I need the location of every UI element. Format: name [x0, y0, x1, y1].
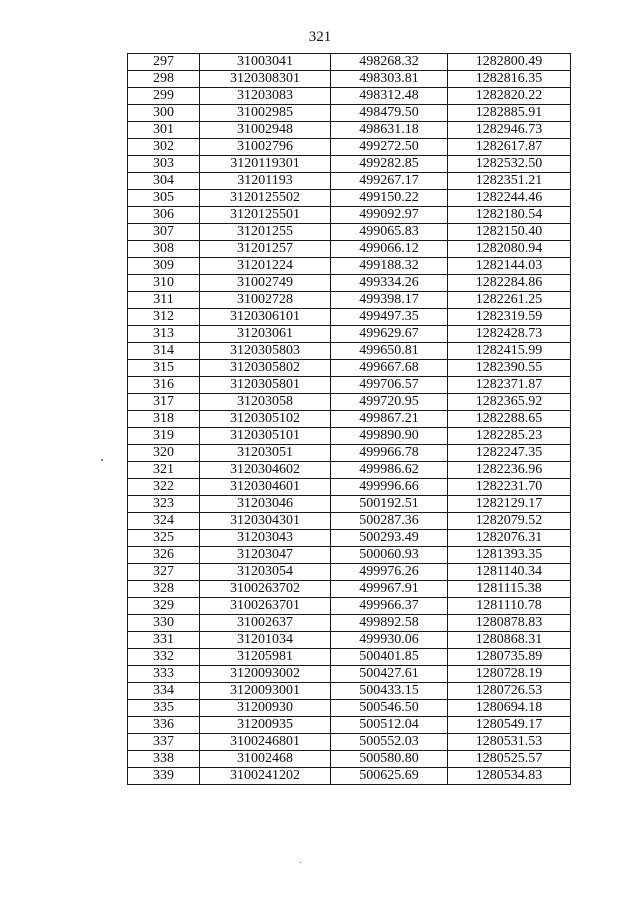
y-coordinate-cell: 1282288.65	[448, 411, 571, 428]
table-row	[128, 717, 571, 734]
x-coordinate-cell: 499650.81	[331, 343, 448, 360]
y-coordinate-cell: 1280549.17	[448, 717, 571, 734]
table-row	[128, 71, 571, 88]
table-row	[128, 462, 571, 479]
point-id-cell: 31200935	[200, 717, 331, 734]
y-coordinate-cell: 1280534.83	[448, 768, 571, 785]
table-row	[128, 224, 571, 241]
point-id-cell: 31200930	[200, 700, 331, 717]
table-row	[128, 632, 571, 649]
x-coordinate-cell: 499966.78	[331, 445, 448, 462]
table-row	[128, 292, 571, 309]
point-number-cell: 313	[128, 326, 200, 343]
table-row	[128, 394, 571, 411]
x-coordinate-cell: 500192.51	[331, 496, 448, 513]
point-number-cell: 312	[128, 309, 200, 326]
y-coordinate-cell: 1282800.49	[448, 54, 571, 71]
y-coordinate-cell: 1280735.89	[448, 649, 571, 666]
y-coordinate-cell: 1282180.54	[448, 207, 571, 224]
point-id-cell: 3120308301	[200, 71, 331, 88]
x-coordinate-cell: 500512.04	[331, 717, 448, 734]
y-coordinate-cell: 1282261.25	[448, 292, 571, 309]
x-coordinate-cell: 499150.22	[331, 190, 448, 207]
x-coordinate-cell: 500433.15	[331, 683, 448, 700]
x-coordinate-cell: 499188.32	[331, 258, 448, 275]
point-id-cell: 31203047	[200, 547, 331, 564]
page-number: 321	[308, 29, 332, 45]
table-row	[128, 496, 571, 513]
y-coordinate-cell: 1280878.83	[448, 615, 571, 632]
table-row	[128, 615, 571, 632]
x-coordinate-cell: 499966.37	[331, 598, 448, 615]
table-row	[128, 479, 571, 496]
point-id-cell: 31002637	[200, 615, 331, 632]
table-row	[128, 360, 571, 377]
point-number-cell: 323	[128, 496, 200, 513]
table-row	[128, 666, 571, 683]
y-coordinate-cell: 1282365.92	[448, 394, 571, 411]
table-row	[128, 88, 571, 105]
table-row	[128, 445, 571, 462]
point-id-cell: 31203043	[200, 530, 331, 547]
point-number-cell: 332	[128, 649, 200, 666]
table-row	[128, 734, 571, 751]
x-coordinate-cell: 499930.06	[331, 632, 448, 649]
table-row	[128, 411, 571, 428]
table-row	[128, 207, 571, 224]
x-coordinate-cell: 500580.80	[331, 751, 448, 768]
point-number-cell: 304	[128, 173, 200, 190]
x-coordinate-cell: 499066.12	[331, 241, 448, 258]
point-number-cell: 326	[128, 547, 200, 564]
y-coordinate-cell: 1281393.35	[448, 547, 571, 564]
x-coordinate-cell: 499092.97	[331, 207, 448, 224]
x-coordinate-cell: 499272.50	[331, 139, 448, 156]
x-coordinate-cell: 499706.57	[331, 377, 448, 394]
y-coordinate-cell: 1281115.38	[448, 581, 571, 598]
point-number-cell: 338	[128, 751, 200, 768]
y-coordinate-cell: 1282319.59	[448, 309, 571, 326]
table-row	[128, 122, 571, 139]
point-number-cell: 318	[128, 411, 200, 428]
x-coordinate-cell: 499629.67	[331, 326, 448, 343]
point-number-cell: 307	[128, 224, 200, 241]
point-number-cell: 329	[128, 598, 200, 615]
point-number-cell: 336	[128, 717, 200, 734]
scan-speck	[300, 862, 301, 863]
table-row	[128, 173, 571, 190]
point-number-cell: 328	[128, 581, 200, 598]
point-id-cell: 3120119301	[200, 156, 331, 173]
point-id-cell: 31205981	[200, 649, 331, 666]
y-coordinate-cell: 1280531.53	[448, 734, 571, 751]
point-number-cell: 314	[128, 343, 200, 360]
point-number-cell: 297	[128, 54, 200, 71]
y-coordinate-cell: 1282080.94	[448, 241, 571, 258]
point-id-cell: 31201224	[200, 258, 331, 275]
table-row	[128, 649, 571, 666]
point-number-cell: 331	[128, 632, 200, 649]
point-id-cell: 3100246801	[200, 734, 331, 751]
y-coordinate-cell: 1280694.18	[448, 700, 571, 717]
table-row	[128, 190, 571, 207]
y-coordinate-cell: 1280728.19	[448, 666, 571, 683]
point-id-cell: 31201034	[200, 632, 331, 649]
coordinate-table-body	[128, 54, 571, 785]
y-coordinate-cell: 1282885.91	[448, 105, 571, 122]
y-coordinate-cell: 1282946.73	[448, 122, 571, 139]
table-row	[128, 564, 571, 581]
point-number-cell: 310	[128, 275, 200, 292]
table-row	[128, 54, 571, 71]
point-number-cell: 335	[128, 700, 200, 717]
y-coordinate-cell: 1282820.22	[448, 88, 571, 105]
table-row	[128, 751, 571, 768]
point-id-cell: 3100263702	[200, 581, 331, 598]
y-coordinate-cell: 1282244.46	[448, 190, 571, 207]
y-coordinate-cell: 1282236.96	[448, 462, 571, 479]
table-row	[128, 343, 571, 360]
point-number-cell: 302	[128, 139, 200, 156]
point-number-cell: 299	[128, 88, 200, 105]
table-row	[128, 258, 571, 275]
point-id-cell: 3120305803	[200, 343, 331, 360]
x-coordinate-cell: 499976.26	[331, 564, 448, 581]
table-row	[128, 309, 571, 326]
x-coordinate-cell: 498303.81	[331, 71, 448, 88]
point-id-cell: 3120305102	[200, 411, 331, 428]
y-coordinate-cell: 1282144.03	[448, 258, 571, 275]
y-coordinate-cell: 1282129.17	[448, 496, 571, 513]
point-number-cell: 316	[128, 377, 200, 394]
y-coordinate-cell: 1280525.57	[448, 751, 571, 768]
table-row	[128, 105, 571, 122]
point-id-cell: 31203083	[200, 88, 331, 105]
table-row	[128, 156, 571, 173]
point-id-cell: 31201255	[200, 224, 331, 241]
x-coordinate-cell: 499996.66	[331, 479, 448, 496]
point-id-cell: 3120305801	[200, 377, 331, 394]
x-coordinate-cell: 499334.26	[331, 275, 448, 292]
scan-speck	[101, 459, 103, 461]
point-id-cell: 3120304602	[200, 462, 331, 479]
x-coordinate-cell: 499892.58	[331, 615, 448, 632]
point-number-cell: 303	[128, 156, 200, 173]
y-coordinate-cell: 1282617.87	[448, 139, 571, 156]
point-number-cell: 320	[128, 445, 200, 462]
x-coordinate-cell: 500287.36	[331, 513, 448, 530]
point-number-cell: 309	[128, 258, 200, 275]
table-row	[128, 598, 571, 615]
table-row	[128, 139, 571, 156]
coordinate-table	[127, 53, 571, 785]
point-id-cell: 31003041	[200, 54, 331, 71]
x-coordinate-cell: 499967.91	[331, 581, 448, 598]
point-id-cell: 31201193	[200, 173, 331, 190]
point-id-cell: 3120305802	[200, 360, 331, 377]
table-row	[128, 326, 571, 343]
table-row	[128, 241, 571, 258]
x-coordinate-cell: 498479.50	[331, 105, 448, 122]
table-row	[128, 768, 571, 785]
y-coordinate-cell: 1282351.21	[448, 173, 571, 190]
point-number-cell: 315	[128, 360, 200, 377]
y-coordinate-cell: 1282371.87	[448, 377, 571, 394]
point-id-cell: 3120093001	[200, 683, 331, 700]
y-coordinate-cell: 1281140.34	[448, 564, 571, 581]
point-id-cell: 31002749	[200, 275, 331, 292]
point-number-cell: 300	[128, 105, 200, 122]
table-row	[128, 377, 571, 394]
y-coordinate-cell: 1282428.73	[448, 326, 571, 343]
table-row	[128, 700, 571, 717]
point-number-cell: 319	[128, 428, 200, 445]
point-number-cell: 339	[128, 768, 200, 785]
x-coordinate-cell: 498631.18	[331, 122, 448, 139]
point-number-cell: 324	[128, 513, 200, 530]
x-coordinate-cell: 500060.93	[331, 547, 448, 564]
y-coordinate-cell: 1282247.35	[448, 445, 571, 462]
point-number-cell: 327	[128, 564, 200, 581]
point-id-cell: 31203054	[200, 564, 331, 581]
y-coordinate-cell: 1282415.99	[448, 343, 571, 360]
x-coordinate-cell: 499497.35	[331, 309, 448, 326]
point-id-cell: 31203058	[200, 394, 331, 411]
table-row	[128, 513, 571, 530]
x-coordinate-cell: 500625.69	[331, 768, 448, 785]
point-id-cell: 31002985	[200, 105, 331, 122]
point-number-cell: 305	[128, 190, 200, 207]
x-coordinate-cell: 500293.49	[331, 530, 448, 547]
x-coordinate-cell: 499267.17	[331, 173, 448, 190]
x-coordinate-cell: 500546.50	[331, 700, 448, 717]
point-id-cell: 3100241202	[200, 768, 331, 785]
y-coordinate-cell: 1282532.50	[448, 156, 571, 173]
point-id-cell: 3100263701	[200, 598, 331, 615]
point-id-cell: 31201257	[200, 241, 331, 258]
y-coordinate-cell: 1280726.53	[448, 683, 571, 700]
point-number-cell: 306	[128, 207, 200, 224]
point-number-cell: 325	[128, 530, 200, 547]
point-id-cell: 31203061	[200, 326, 331, 343]
point-number-cell: 317	[128, 394, 200, 411]
table-row	[128, 530, 571, 547]
y-coordinate-cell: 1282284.86	[448, 275, 571, 292]
y-coordinate-cell: 1281110.78	[448, 598, 571, 615]
point-number-cell: 311	[128, 292, 200, 309]
point-number-cell: 308	[128, 241, 200, 258]
point-id-cell: 3120304601	[200, 479, 331, 496]
y-coordinate-cell: 1282285.23	[448, 428, 571, 445]
point-id-cell: 31002948	[200, 122, 331, 139]
point-number-cell: 301	[128, 122, 200, 139]
table-row	[128, 547, 571, 564]
x-coordinate-cell: 499282.85	[331, 156, 448, 173]
x-coordinate-cell: 500552.03	[331, 734, 448, 751]
y-coordinate-cell: 1282390.55	[448, 360, 571, 377]
x-coordinate-cell: 500427.61	[331, 666, 448, 683]
point-id-cell: 31203046	[200, 496, 331, 513]
y-coordinate-cell: 1282150.40	[448, 224, 571, 241]
point-id-cell: 3120093002	[200, 666, 331, 683]
y-coordinate-cell: 1282076.31	[448, 530, 571, 547]
point-id-cell: 3120125502	[200, 190, 331, 207]
point-id-cell: 31002468	[200, 751, 331, 768]
y-coordinate-cell: 1282816.35	[448, 71, 571, 88]
point-id-cell: 3120305101	[200, 428, 331, 445]
table-row	[128, 275, 571, 292]
table-row	[128, 428, 571, 445]
y-coordinate-cell: 1282231.70	[448, 479, 571, 496]
x-coordinate-cell: 498268.32	[331, 54, 448, 71]
point-id-cell: 31203051	[200, 445, 331, 462]
y-coordinate-cell: 1282079.52	[448, 513, 571, 530]
y-coordinate-cell: 1280868.31	[448, 632, 571, 649]
point-number-cell: 334	[128, 683, 200, 700]
point-number-cell: 321	[128, 462, 200, 479]
point-number-cell: 322	[128, 479, 200, 496]
x-coordinate-cell: 499890.90	[331, 428, 448, 445]
x-coordinate-cell: 499867.21	[331, 411, 448, 428]
table-row	[128, 683, 571, 700]
point-id-cell: 3120306101	[200, 309, 331, 326]
point-id-cell: 3120304301	[200, 513, 331, 530]
point-id-cell: 31002796	[200, 139, 331, 156]
point-number-cell: 298	[128, 71, 200, 88]
x-coordinate-cell: 500401.85	[331, 649, 448, 666]
point-number-cell: 330	[128, 615, 200, 632]
x-coordinate-cell: 498312.48	[331, 88, 448, 105]
x-coordinate-cell: 499720.95	[331, 394, 448, 411]
x-coordinate-cell: 499667.68	[331, 360, 448, 377]
point-number-cell: 337	[128, 734, 200, 751]
point-id-cell: 31002728	[200, 292, 331, 309]
x-coordinate-cell: 499398.17	[331, 292, 448, 309]
point-id-cell: 3120125501	[200, 207, 331, 224]
x-coordinate-cell: 499986.62	[331, 462, 448, 479]
table-row	[128, 581, 571, 598]
x-coordinate-cell: 499065.83	[331, 224, 448, 241]
point-number-cell: 333	[128, 666, 200, 683]
